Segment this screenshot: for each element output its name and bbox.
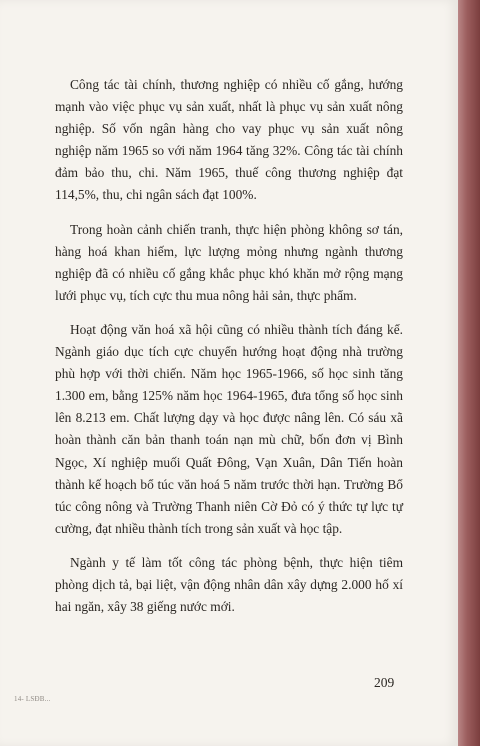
- paragraph-wartime-commerce: Trong hoàn cảnh chiến tranh, thực hiện phòng không sơ tán, hàng hoá khan hiếm, lực lượng mỏng nhưng ngành thương nghiệp đã có nhiều cố gắng khắc phục khó khăn mở rộng mạng lưới phục vụ, tích cực thu mua nông hải sản, thực phẩm.: [55, 221, 403, 303]
- paragraph-culture-education: Hoạt động văn hoá xã hội cũng có nhiều thành tích đáng kể. Ngành giáo dục tích cực chuyển hướng hoạt động nhà trường phù hợp với thời chiến. Năm học 1965-1966, số học sinh tăng 1.300 em, bằng 125% năm học 1964-1965, đưa tổng số học sinh lên 8.213 em. Chất lượng dạy và học được nâng lên. Có sáu xã hoàn thành căn bản thanh toán nạn mù chữ, bốn đơn vị Bình Ngọc, Xí nghiệp muối Quất Đông, Vạn Xuân, Dân Tiến hoàn thành kế hoạch bổ túc văn hoá 5 năm trước thời hạn. Trường Bổ túc công nông và Trường Thanh niên Cờ Đỏ có ý thức tự lực tự cường, đạt nhiều thành tích trong sản xuất và học tập.: [55, 321, 403, 536]
- signature-mark: 14- LSĐB...: [14, 695, 51, 703]
- paragraph-health: Ngành y tế làm tốt công tác phòng bệnh, thực hiện tiêm phòng dịch tả, bại liệt, vận động nhân dân xây dựng 2.000 hố xí hai ngăn, xây 38 giếng nước mới.: [55, 554, 403, 615]
- book-cover-edge: [458, 0, 480, 746]
- paragraph-finance-commerce: Công tác tài chính, thương nghiệp có nhiều cố gắng, hướng mạnh vào việc phục vụ sản xuất, nhất là phục vụ sản xuất nông nghiệp. Số vốn ngân hàng cho vay phục vụ sản xuất nông nghiệp năm 1965 so với năm 1964 tăng 32%. Công tác tài chính đảm bảo thu, chi. Năm 1965, thuế công thương nghiệp đạt 114,5%, thu, chi ngân sách đạt 100%.: [55, 77, 403, 203]
- body-text: [55, 74, 403, 630]
- page-number: 209: [374, 675, 395, 690]
